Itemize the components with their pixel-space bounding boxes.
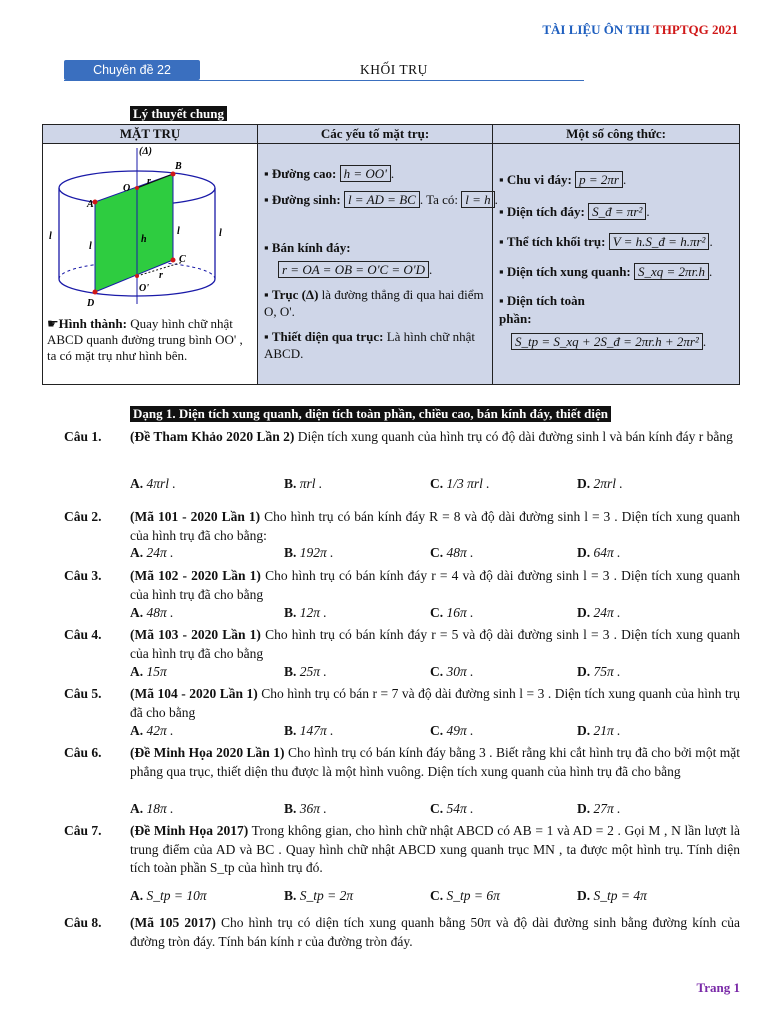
col-header-elements: Các yếu tố mặt trụ: bbox=[258, 125, 493, 144]
question bbox=[64, 508, 740, 545]
answer-option bbox=[577, 888, 647, 904]
answer-letter: D. bbox=[577, 664, 591, 679]
answer-letter: D. bbox=[577, 476, 591, 491]
question-text: Cho hình trụ có bán kính đáy r = 5 và độ dài đường sinh l = 3 . Diện tích xung quanh của hình trụ đã cho bằng bbox=[130, 627, 741, 661]
answer-letter: A. bbox=[130, 664, 144, 679]
question bbox=[64, 626, 740, 663]
answer-letter: A. bbox=[130, 801, 144, 816]
question-source: (Đề Minh Họa 2017) bbox=[130, 823, 249, 838]
question-text: Trong không gian, cho hình chữ nhật ABCD có AB = 1 và AD = 2 . Gọi M , N lần lượt là trung điểm của AD và BC . Quay hình chữ nhật ABCD xung quanh trục MN , ta được một hình trụ. Tính diện tích toàn phần S_tp của hình trụ đó. bbox=[130, 823, 740, 875]
answer-letter: B. bbox=[284, 605, 297, 620]
answer-letter: A. bbox=[130, 476, 144, 491]
col-header-formulas: Một số công thức: bbox=[493, 125, 740, 144]
question bbox=[64, 914, 740, 951]
point-b-label: B bbox=[175, 161, 182, 172]
answer-value: 192π . bbox=[299, 545, 334, 560]
answer-option bbox=[577, 605, 621, 621]
answer-value: 24π . bbox=[146, 545, 174, 560]
answer-option bbox=[130, 664, 167, 680]
answer-letter: B. bbox=[284, 545, 297, 560]
answer-option bbox=[284, 723, 334, 739]
answer-option bbox=[430, 664, 474, 680]
answer-option bbox=[284, 801, 327, 817]
answer-value: 2πrl . bbox=[593, 476, 623, 491]
element-section: ▪ Thiết diện qua trục: Là hình chữ nhật ABCD. bbox=[264, 329, 475, 361]
question-source: (Mã 101 - 2020 Lần 1) bbox=[130, 509, 261, 524]
question-number: Câu 2. bbox=[64, 509, 102, 524]
answer-value: πrl . bbox=[299, 476, 323, 491]
answer-option bbox=[130, 723, 174, 739]
answer-option bbox=[430, 545, 474, 561]
question-number: Câu 3. bbox=[64, 568, 102, 583]
answer-value: S_tp = 6π bbox=[446, 888, 500, 903]
question-text: Cho hình trụ có bán kính đáy R = 8 và độ dài đường sinh l = 3 . Diện tích xung quanh của hình trụ đã cho bằng: bbox=[130, 509, 740, 543]
answer-value: 49π . bbox=[446, 723, 474, 738]
question-text: Cho hình trụ có diện tích xung quanh bằng 50π và độ dài đường sinh bằng đường kính của đường tròn đáy. Tính bán kính r của đường tròn đáy. bbox=[130, 915, 741, 949]
answer-letter: D. bbox=[577, 723, 591, 738]
answer-value: 24π . bbox=[593, 605, 621, 620]
height-label: h bbox=[141, 234, 147, 245]
answer-value: 27π . bbox=[593, 801, 621, 816]
point-d-label: D bbox=[87, 298, 95, 309]
answer-option bbox=[430, 801, 474, 817]
axis-label: (Δ) bbox=[139, 146, 152, 157]
answer-option bbox=[430, 888, 500, 904]
answer-option bbox=[130, 801, 174, 817]
answer-letter: D. bbox=[577, 545, 591, 560]
element-axis: ▪ Trục (Δ) là đường thẳng đi qua hai điểm O, O'. bbox=[264, 287, 484, 319]
answer-value: 147π . bbox=[299, 723, 334, 738]
topic-title: KHỐI TRỤ bbox=[360, 62, 428, 77]
question bbox=[64, 567, 740, 604]
answer-letter: D. bbox=[577, 801, 591, 816]
answer-letter: B. bbox=[284, 664, 297, 679]
answer-option bbox=[284, 605, 327, 621]
question-number: Câu 1. bbox=[64, 429, 102, 444]
answer-value: 48π . bbox=[146, 605, 174, 620]
answer-letter: C. bbox=[430, 545, 444, 560]
point-a-label: A bbox=[87, 199, 94, 210]
question-source: (Mã 104 - 2020 Lần 1) bbox=[130, 686, 258, 701]
question-number: Câu 4. bbox=[64, 627, 102, 642]
cylinder-cell bbox=[43, 144, 258, 385]
formula-radius: r = OA = OB = O'C = O'D bbox=[278, 261, 429, 278]
answer-letter: D. bbox=[577, 605, 591, 620]
point-c-label: C bbox=[179, 254, 186, 265]
answer-value: 30π . bbox=[446, 664, 474, 679]
point-o-label: O bbox=[123, 183, 131, 194]
question-source: (Mã 102 - 2020 Lần 1) bbox=[130, 568, 261, 583]
formula-row-total-area-label: ▪ Diện tích toàn phần: bbox=[499, 293, 585, 326]
question bbox=[64, 822, 740, 878]
chapter-badge: Chuyên đề 22 bbox=[64, 60, 200, 80]
answer-option bbox=[577, 723, 621, 739]
answer-value: 12π . bbox=[299, 605, 327, 620]
answer-letter: A. bbox=[130, 723, 144, 738]
formula-height: h = OO' bbox=[340, 165, 391, 182]
answer-value: 75π . bbox=[593, 664, 621, 679]
answer-option bbox=[430, 476, 490, 492]
doc-title-part1: TÀI LIỆU ÔN THI bbox=[542, 22, 651, 37]
answer-option bbox=[430, 605, 474, 621]
question-text: Cho hình trụ có bán kính đáy r = 4 và độ dài đường sinh l = 3 . Diện tích xung quanh của hình trụ đã cho bằng bbox=[130, 568, 741, 602]
answer-letter: A. bbox=[130, 545, 144, 560]
question bbox=[64, 744, 740, 781]
answer-option bbox=[577, 476, 623, 492]
answer-option bbox=[284, 545, 334, 561]
answer-option bbox=[577, 545, 621, 561]
hand-pointer-icon: ☛ bbox=[47, 316, 59, 331]
answer-value: 4πrl . bbox=[146, 476, 176, 491]
answer-letter: C. bbox=[430, 605, 444, 620]
cylinder-figure bbox=[43, 144, 257, 316]
generator-label-right: l bbox=[177, 226, 180, 237]
question-source: (Đề Tham Khảo 2020 Lần 2) bbox=[130, 429, 295, 444]
formulas-cell bbox=[493, 144, 740, 385]
generator-label-outer: l bbox=[219, 228, 222, 239]
answer-option bbox=[130, 888, 207, 904]
answer-letter: C. bbox=[430, 801, 444, 816]
generator-label-left: l bbox=[49, 231, 52, 242]
question bbox=[64, 428, 740, 447]
answer-value: S_tp = 4π bbox=[593, 888, 647, 903]
answer-letter: D. bbox=[577, 888, 591, 903]
formula-row-volume: ▪ Thể tích khối trụ: V = h.S_đ = h.πr² . bbox=[499, 234, 713, 249]
answer-letter: B. bbox=[284, 723, 297, 738]
question-text: Cho hình trụ có bán r = 7 và độ dài đường sinh l = 3 . Diện tích xung quanh của hình trụ đã cho bằng bbox=[130, 686, 740, 720]
answer-value: S_tp = 2π bbox=[299, 888, 354, 903]
element-generator: ▪ Đường sinh: l = AD = BC . Ta có: l = h . bbox=[264, 192, 498, 207]
element-radius-formula: r = OA = OB = O'C = O'D . bbox=[278, 262, 432, 278]
answer-option bbox=[130, 476, 176, 492]
answer-option bbox=[430, 723, 474, 739]
answer-letter: B. bbox=[284, 801, 297, 816]
question-source: (Mã 103 - 2020 Lần 1) bbox=[130, 627, 261, 642]
formula-row-total-area: S_tp = S_xq + 2S_đ = 2πr.h + 2πr² . bbox=[511, 334, 706, 350]
question-number: Câu 7. bbox=[64, 823, 102, 838]
answer-option bbox=[284, 664, 327, 680]
formula-row-lateral-area: ▪ Diện tích xung quanh: S_xq = 2πr.h . bbox=[499, 264, 713, 279]
answer-value: 48π . bbox=[446, 545, 474, 560]
answer-letter: C. bbox=[430, 664, 444, 679]
theory-label: Lý thuyết chung bbox=[130, 106, 227, 121]
question-source: (Đề Minh Họa 2020 Lần 1) bbox=[130, 745, 285, 760]
answer-value: 18π . bbox=[146, 801, 174, 816]
formula-row-base-area: ▪ Diện tích đáy: S_đ = πr² . bbox=[499, 204, 650, 219]
question-number: Câu 8. bbox=[64, 915, 102, 930]
answer-value: 54π . bbox=[446, 801, 474, 816]
formation-label: Hình thành: bbox=[58, 316, 127, 331]
elements-cell bbox=[258, 144, 498, 385]
answer-option bbox=[284, 888, 353, 904]
answer-value: 1/3 πrl . bbox=[446, 476, 490, 491]
question bbox=[64, 685, 740, 722]
formation-note bbox=[47, 316, 253, 364]
answer-option bbox=[577, 801, 621, 817]
question-text: Cho hình trụ có bán kính đáy bằng 3 . Biết rằng khi cắt hình trụ đã cho bởi một mặt phẳng qua trục, thiết diện thu được là một hình vuông. Diện tích xung quanh của hình trụ đã cho bằng bbox=[130, 745, 741, 779]
doc-title-part2: THPTQG 2021 bbox=[653, 22, 738, 37]
formula-generator: l = AD = BC bbox=[344, 191, 420, 208]
formation-text: Quay hình chữ nhật ABCD quanh đường trung bình OO' , ta có mặt trụ như hình bên. bbox=[47, 316, 243, 363]
radius-label-bottom: r bbox=[159, 270, 163, 281]
answer-value: 21π . bbox=[593, 723, 621, 738]
answer-option bbox=[284, 476, 322, 492]
answer-value: 64π . bbox=[593, 545, 621, 560]
element-height: ▪ Đường cao: h = OO' . bbox=[264, 166, 395, 181]
question-number: Câu 5. bbox=[64, 686, 102, 701]
answer-letter: C. bbox=[430, 888, 444, 903]
col-header-surface: MẶT TRỤ bbox=[43, 125, 258, 144]
answer-letter: A. bbox=[130, 888, 144, 903]
answer-letter: C. bbox=[430, 476, 444, 491]
radius-label-top: r bbox=[147, 176, 151, 187]
answer-option bbox=[130, 605, 174, 621]
generator-label-inner: l bbox=[89, 241, 92, 252]
element-radius: ▪ Bán kính đáy: bbox=[264, 240, 351, 255]
answer-letter: A. bbox=[130, 605, 144, 620]
answer-value: 15π bbox=[146, 664, 167, 679]
page-number: Trang 1 bbox=[696, 980, 740, 995]
answer-letter: B. bbox=[284, 888, 297, 903]
header-divider bbox=[64, 80, 584, 81]
question-source: (Mã 105 2017) bbox=[130, 915, 216, 930]
header-title bbox=[542, 22, 738, 38]
answer-letter: B. bbox=[284, 476, 297, 491]
question-text: Diện tích xung quanh của hình trụ có độ dài đường sinh l và bán kính đáy r bằng bbox=[297, 429, 733, 444]
theory-table bbox=[42, 124, 740, 385]
answer-value: 25π . bbox=[299, 664, 327, 679]
formula-generator-height: l = h bbox=[461, 191, 494, 208]
section-heading: Dạng 1. Diện tích xung quanh, diện tích toàn phần, chiều cao, bán kính đáy, thiết diện bbox=[130, 406, 611, 422]
formula-row-perimeter: ▪ Chu vi đáy: p = 2πr . bbox=[499, 172, 627, 187]
answer-option bbox=[577, 664, 621, 680]
answer-value: 16π . bbox=[446, 605, 474, 620]
answer-value: S_tp = 10π bbox=[146, 888, 207, 903]
answer-option bbox=[130, 545, 174, 561]
answer-value: 36π . bbox=[299, 801, 327, 816]
question-number: Câu 6. bbox=[64, 745, 102, 760]
answer-value: 42π . bbox=[146, 723, 174, 738]
point-o-prime-label: O' bbox=[139, 283, 149, 294]
answer-letter: C. bbox=[430, 723, 444, 738]
